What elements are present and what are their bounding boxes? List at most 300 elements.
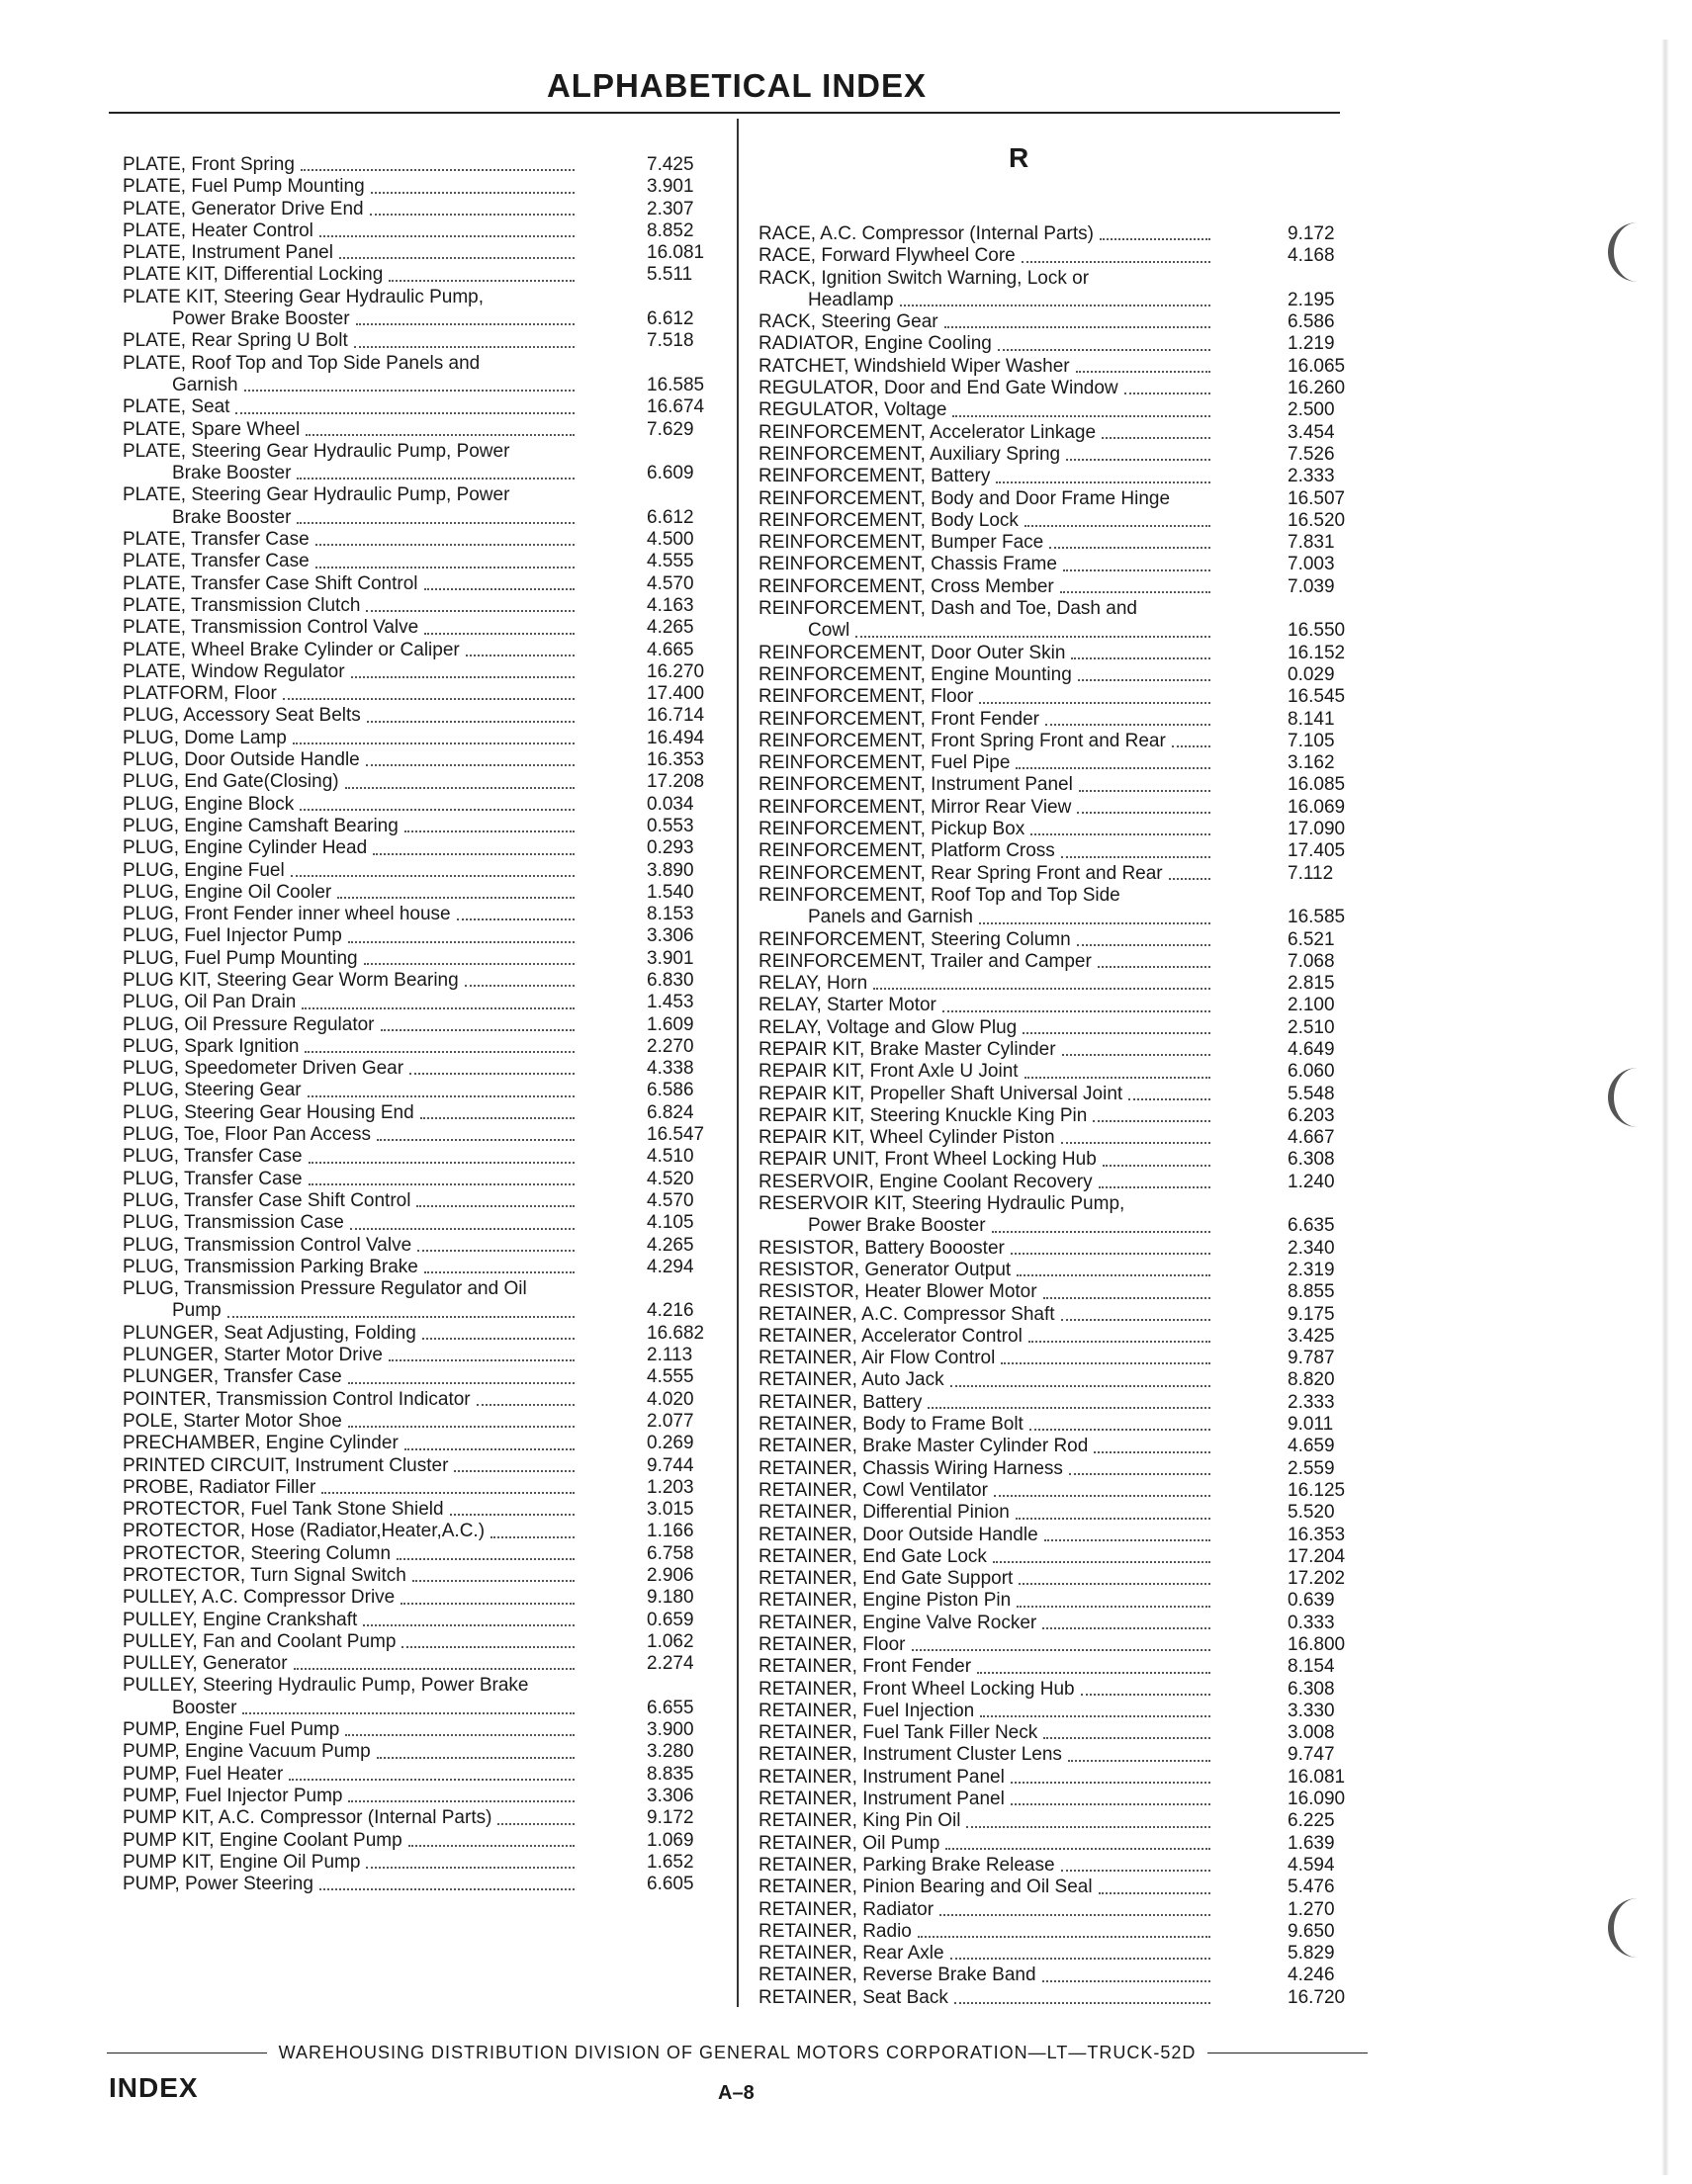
index-entry <box>123 705 716 727</box>
index-entry-label: PLATE, Wheel Brake Cylinder or Caliper <box>123 639 460 660</box>
index-entry <box>123 1786 716 1807</box>
page-edge-shadow <box>1661 40 1669 2175</box>
index-entry <box>123 1521 716 1542</box>
index-entry-page-ref: 4.163 <box>647 594 694 616</box>
index-entry-label: RETAINER, Chassis Wiring Harness <box>758 1457 1063 1479</box>
index-entry-page-ref: 2.077 <box>647 1410 694 1432</box>
index-entry <box>758 399 1357 421</box>
dot-leader <box>1066 459 1210 461</box>
left-index-column <box>123 154 716 1895</box>
dot-leader <box>996 481 1210 483</box>
dot-leader <box>1011 1253 1210 1255</box>
dot-leader <box>389 280 575 282</box>
index-entry-label: REINFORCEMENT, Front Fender <box>758 708 1039 730</box>
index-entry-page-ref: 3.008 <box>1288 1722 1335 1744</box>
footer-publisher: WAREHOUSING DISTRIBUTION DIVISION OF GENERAL MOTORS CORPORATION—LT—TRUCK-52D <box>278 2043 1197 2062</box>
index-entry-label: REINFORCEMENT, Mirror Rear View <box>758 796 1072 818</box>
index-entry <box>758 1855 1357 1877</box>
index-entry <box>758 709 1357 731</box>
index-entry-page-ref: 3.280 <box>647 1741 694 1763</box>
dot-leader <box>424 633 575 635</box>
index-entry-label: RETAINER, Front Wheel Locking Hub <box>758 1678 1075 1700</box>
index-entry-page-ref: 4.667 <box>1288 1127 1335 1149</box>
index-entry-label: PLATE, Generator Drive End <box>123 198 364 219</box>
index-entry-label: REINFORCEMENT, Fuel Pipe <box>758 752 1011 774</box>
index-entry-page-ref: 16.547 <box>647 1124 705 1146</box>
index-entry <box>758 1701 1357 1722</box>
index-entry <box>758 1810 1357 1832</box>
index-entry-label: REINFORCEMENT, Cross Member <box>758 575 1054 597</box>
dot-leader <box>412 1580 575 1582</box>
index-entry-label: PLUG, Accessory Seat Belts <box>123 705 361 727</box>
dot-leader <box>1042 1627 1210 1629</box>
dot-leader <box>408 1845 575 1847</box>
index-entry-label: PUMP KIT, Engine Coolant Pump <box>123 1829 402 1851</box>
dot-leader <box>1078 679 1210 681</box>
index-entry-label: RETAINER, Fuel Injection <box>758 1700 975 1721</box>
index-entry <box>758 973 1357 995</box>
index-entry-page-ref: 7.003 <box>1288 554 1335 575</box>
index-entry-page-ref: 16.585 <box>1288 907 1346 928</box>
dot-leader <box>945 1848 1210 1850</box>
dot-leader <box>1044 1539 1210 1541</box>
dot-leader <box>1099 1186 1210 1188</box>
dot-leader <box>319 235 575 237</box>
index-entry <box>123 1874 716 1895</box>
index-entry-page-ref: 1.069 <box>647 1829 694 1851</box>
index-entry-page-ref: 7.518 <box>647 330 694 352</box>
index-entry-label: PULLEY, Engine Crankshaft <box>123 1609 358 1630</box>
index-entry <box>758 1260 1357 1281</box>
index-entry-label: PLUG, Engine Oil Cooler <box>123 881 332 903</box>
index-entry-page-ref: 16.545 <box>1288 686 1346 708</box>
index-entry-page-ref: 16.081 <box>1288 1766 1346 1788</box>
index-entry <box>758 1017 1357 1039</box>
dot-leader <box>1045 724 1210 726</box>
index-entry <box>123 1124 716 1146</box>
index-entry-label: REINFORCEMENT, Auxiliary Spring <box>758 443 1061 465</box>
dot-leader <box>1098 966 1210 968</box>
index-entry-label: RELAY, Voltage and Glow Plug <box>758 1016 1018 1038</box>
dot-leader <box>1103 1165 1210 1167</box>
dot-leader <box>454 1470 575 1472</box>
index-entry-label: REINFORCEMENT, Platform Cross <box>758 840 1055 862</box>
dot-leader <box>450 1514 575 1516</box>
dot-leader <box>351 676 575 678</box>
index-entry <box>123 1080 716 1101</box>
index-entry-page-ref: 9.747 <box>1288 1744 1335 1766</box>
index-entry <box>758 333 1357 355</box>
index-entry <box>758 664 1357 686</box>
index-entry-label: PLATE KIT, Differential Locking <box>123 264 384 286</box>
index-entry-page-ref: 7.629 <box>647 418 694 440</box>
index-entry <box>123 1631 716 1653</box>
index-entry-page-ref: 9.172 <box>1288 223 1335 244</box>
footer-publisher-line <box>107 2043 1368 2063</box>
dot-leader <box>302 1007 575 1009</box>
dot-leader <box>1023 1032 1210 1034</box>
index-entry <box>123 683 716 705</box>
title-rule <box>109 112 1340 114</box>
index-entry-label: RETAINER, Oil Pump <box>758 1832 940 1854</box>
index-entry-label: REINFORCEMENT, Front Spring Front and Rear <box>758 730 1166 751</box>
index-entry <box>758 1943 1357 1965</box>
dot-leader <box>424 1271 575 1273</box>
index-entry-page-ref: 3.890 <box>647 859 694 881</box>
index-entry <box>758 1392 1357 1414</box>
index-entry-page-ref: 5.511 <box>647 264 693 286</box>
dot-leader <box>348 1800 575 1802</box>
index-entry-label: PLUG, Fuel Pump Mounting <box>123 947 358 969</box>
dot-leader <box>321 1492 575 1494</box>
index-entry-page-ref: 1.166 <box>647 1521 694 1542</box>
dot-leader <box>366 610 575 612</box>
column-divider <box>737 119 739 2007</box>
dot-leader <box>1081 1694 1210 1696</box>
index-entry-page-ref: 16.152 <box>1288 642 1346 663</box>
dot-leader <box>1043 1297 1210 1299</box>
index-entry-label-continued: Brake Booster <box>172 506 292 528</box>
dot-leader <box>1001 1362 1210 1364</box>
index-entry-label: RETAINER, End Gate Support <box>758 1568 1014 1590</box>
index-entry-label: REINFORCEMENT, Chassis Frame <box>758 554 1057 575</box>
index-entry-page-ref: 16.069 <box>1288 796 1346 818</box>
dot-leader <box>1061 1870 1210 1872</box>
index-entry <box>123 529 716 551</box>
dot-leader <box>477 1404 575 1406</box>
index-entry-page-ref: 17.208 <box>647 771 705 793</box>
index-entry <box>123 1565 716 1587</box>
index-entry-label: PLATFORM, Floor <box>123 683 277 705</box>
index-entry <box>123 242 716 264</box>
index-entry-page-ref: 1.453 <box>647 992 694 1013</box>
dot-leader <box>918 1936 1210 1938</box>
index-entry-page-ref: 8.154 <box>1288 1656 1335 1678</box>
dot-leader <box>950 1958 1210 1960</box>
dot-leader <box>283 698 575 700</box>
index-entry-label: REINFORCEMENT, Body and Door Frame Hinge <box>758 487 1171 509</box>
index-entry-label: PLATE, Transmission Control Valve <box>123 617 419 639</box>
dot-leader <box>373 853 575 855</box>
index-entry <box>758 1084 1357 1105</box>
dot-leader <box>873 988 1210 990</box>
index-entry-label: PUMP, Engine Fuel Pump <box>123 1719 340 1741</box>
dot-leader <box>1017 1606 1210 1608</box>
index-entry <box>123 816 716 837</box>
section-letter-r: R <box>1009 142 1029 173</box>
index-entry-label: RETAINER, Floor <box>758 1634 906 1655</box>
page-number: A–8 <box>718 2082 755 2104</box>
index-entry <box>758 1722 1357 1744</box>
index-entry-label: PLATE, Front Spring <box>123 154 295 175</box>
index-entry <box>758 995 1357 1016</box>
index-entry <box>758 929 1357 951</box>
index-entry-page-ref: 16.081 <box>647 242 705 264</box>
index-entry <box>758 1193 1357 1238</box>
dot-leader <box>1030 833 1210 835</box>
index-entry-label-continued: Booster <box>172 1697 237 1718</box>
index-entry <box>123 837 716 859</box>
index-entry-label: RETAINER, Fuel Tank Filler Neck <box>758 1722 1038 1744</box>
index-entry-label-continued: Cowl <box>808 620 850 642</box>
index-entry-page-ref: 7.425 <box>647 154 694 175</box>
index-entry-label: RETAINER, Battery <box>758 1391 923 1413</box>
dot-leader <box>289 1779 575 1781</box>
dot-leader <box>1079 790 1210 792</box>
index-entry-label: PLATE, Instrument Panel <box>123 242 333 264</box>
dot-leader <box>293 743 575 744</box>
dot-leader <box>381 1029 576 1031</box>
index-entry-label: RETAINER, Cowl Ventilator <box>758 1479 988 1501</box>
dot-leader <box>354 346 575 348</box>
dot-leader <box>980 1715 1210 1717</box>
dot-leader <box>979 922 1210 924</box>
index-entry <box>758 488 1357 510</box>
index-entry <box>758 1105 1357 1127</box>
index-entry-label: REPAIR KIT, Propeller Shaft Universal Joint <box>758 1083 1123 1104</box>
dot-leader <box>1076 371 1210 373</box>
dot-leader <box>1061 1142 1210 1144</box>
index-entry-label: RETAINER, Radiator <box>758 1898 935 1920</box>
index-entry-label: RATCHET, Windshield Wiper Washer <box>758 355 1070 377</box>
index-entry <box>123 948 716 970</box>
dot-leader <box>297 478 575 480</box>
dot-leader <box>1019 1583 1210 1585</box>
index-entry-page-ref: 16.550 <box>1288 620 1346 642</box>
index-entry-label: PLUG, Oil Pressure Regulator <box>123 1013 375 1035</box>
dot-leader <box>994 1495 1210 1497</box>
index-entry-page-ref: 6.824 <box>647 1101 694 1123</box>
dot-leader <box>1022 261 1210 263</box>
dot-leader <box>1099 1892 1210 1894</box>
index-entry <box>123 441 716 485</box>
dot-leader <box>1100 238 1210 240</box>
index-entry-page-ref: 0.034 <box>647 793 694 815</box>
index-entry-label: PULLEY, Fan and Coolant Pump <box>123 1630 397 1652</box>
dot-leader <box>401 1603 575 1605</box>
index-entry <box>758 356 1357 378</box>
index-entry-label: PROTECTOR, Turn Signal Switch <box>123 1565 406 1586</box>
index-entry-label: RETAINER, Reverse Brake Band <box>758 1965 1036 1986</box>
index-entry-page-ref: 16.674 <box>647 396 705 418</box>
index-entry-label: PRECHAMBER, Engine Cylinder <box>123 1433 399 1454</box>
index-entry <box>758 1590 1357 1612</box>
index-entry <box>123 330 716 352</box>
index-entry <box>758 797 1357 819</box>
index-entry <box>758 1679 1357 1701</box>
dot-leader <box>319 1888 575 1890</box>
index-entry <box>758 554 1357 575</box>
index-entry-label: PLATE, Rear Spring U Bolt <box>123 330 348 352</box>
index-entry <box>123 970 716 992</box>
index-entry-page-ref: 1.203 <box>647 1476 694 1498</box>
dot-leader <box>1062 1054 1210 1056</box>
index-entry-page-ref: 6.308 <box>1288 1678 1335 1700</box>
dot-leader <box>363 1624 575 1626</box>
dot-leader <box>367 721 575 723</box>
dot-leader <box>424 588 576 590</box>
index-entry-label-continued: Headlamp <box>808 289 894 310</box>
index-entry <box>123 1852 716 1874</box>
index-entry-label: REGULATOR, Voltage <box>758 399 947 421</box>
index-entry-label-continued: Panels and Garnish <box>808 907 973 928</box>
index-entry <box>123 749 716 771</box>
dot-leader <box>300 809 575 811</box>
index-entry <box>123 1675 716 1719</box>
dot-leader <box>1042 1980 1210 1982</box>
index-entry-page-ref: 8.835 <box>647 1763 694 1785</box>
index-entry-label: PROBE, Radiator Filler <box>123 1476 316 1498</box>
index-entry-page-ref: 9.787 <box>1288 1348 1335 1369</box>
index-entry-page-ref: 3.162 <box>1288 752 1335 774</box>
index-entry-label: PLUG, Steering Gear <box>123 1080 302 1101</box>
index-entry-label: PLATE, Transfer Case <box>123 551 310 572</box>
index-entry-label: RETAINER, Pinion Bearing and Oil Seal <box>758 1877 1093 1898</box>
dot-leader <box>1016 1518 1210 1520</box>
index-entry-label: REINFORCEMENT, Dash and Toe, Dash and <box>758 598 1137 620</box>
index-entry <box>758 774 1357 796</box>
index-entry-page-ref: 6.609 <box>647 463 694 484</box>
index-entry <box>758 1767 1357 1789</box>
dot-leader <box>950 1385 1210 1387</box>
index-entry <box>123 1477 716 1499</box>
dot-leader <box>1043 1737 1210 1739</box>
index-entry <box>758 731 1357 752</box>
index-entry <box>758 686 1357 708</box>
index-entry <box>123 551 716 572</box>
index-entry-page-ref: 16.125 <box>1288 1479 1346 1501</box>
dot-leader <box>928 1407 1210 1409</box>
index-entry <box>758 1899 1357 1921</box>
index-entry-label: PUMP, Engine Vacuum Pump <box>123 1741 371 1763</box>
index-entry-page-ref: 4.555 <box>647 1366 694 1388</box>
index-entry-label: RETAINER, Radio <box>758 1920 912 1942</box>
index-entry-page-ref: 3.454 <box>1288 421 1335 443</box>
index-entry <box>758 1172 1357 1193</box>
dot-leader <box>457 918 575 920</box>
index-entry-page-ref: 2.340 <box>1288 1237 1335 1259</box>
index-entry-label: PULLEY, A.C. Compressor Drive <box>123 1587 396 1609</box>
dot-leader <box>1016 767 1210 769</box>
index-entry-label: PLUG, Oil Pan Drain <box>123 992 297 1013</box>
dot-leader <box>939 1914 1210 1916</box>
index-entry-label: PLUG, Transfer Case <box>123 1168 303 1189</box>
index-entry-page-ref: 4.020 <box>647 1388 694 1410</box>
index-entry-label: PUMP, Fuel Injector Pump <box>123 1785 343 1806</box>
index-entry-label: PLUG, Transmission Case <box>123 1212 344 1234</box>
index-entry-page-ref: 4.594 <box>1288 1854 1335 1876</box>
index-entry-label: PLATE, Heater Control <box>123 219 313 241</box>
index-entry <box>758 1613 1357 1634</box>
index-entry <box>123 396 716 418</box>
index-entry-page-ref: 17.090 <box>1288 819 1346 840</box>
index-entry-page-ref: 16.065 <box>1288 355 1346 377</box>
index-entry-label: REPAIR KIT, Steering Knuckle King Pin <box>758 1104 1088 1126</box>
index-entry-label: PLATE KIT, Steering Gear Hydraulic Pump, <box>123 286 485 307</box>
dot-leader <box>977 1672 1210 1674</box>
index-entry-page-ref: 17.400 <box>647 683 705 705</box>
index-entry <box>758 510 1357 532</box>
index-entry-label: RETAINER, Parking Brake Release <box>758 1854 1055 1876</box>
dot-leader <box>465 985 575 987</box>
index-entry-label: RETAINER, Engine Piston Pin <box>758 1590 1012 1612</box>
dot-leader <box>401 1646 575 1648</box>
index-entry-page-ref: 2.270 <box>647 1035 694 1057</box>
index-entry-label: PLUG, Fuel Injector Pump <box>123 925 342 947</box>
index-entry-page-ref: 16.085 <box>1288 774 1346 796</box>
dot-leader <box>1029 1429 1210 1431</box>
index-entry <box>123 882 716 904</box>
index-entry-label: REGULATOR, Door and End Gate Window <box>758 378 1118 399</box>
index-entry-label: REPAIR KIT, Brake Master Cylinder <box>758 1038 1056 1060</box>
dot-leader <box>1024 525 1210 527</box>
index-entry-label: REINFORCEMENT, Steering Column <box>758 928 1071 950</box>
index-entry-page-ref: 1.270 <box>1288 1898 1335 1920</box>
index-entry <box>758 576 1357 598</box>
footer-section-label: INDEX <box>109 2072 199 2103</box>
dot-leader <box>315 567 575 568</box>
dot-leader <box>1068 1760 1210 1762</box>
index-entry-page-ref: 6.203 <box>1288 1104 1335 1126</box>
index-entry-page-ref: 9.744 <box>647 1454 694 1476</box>
dot-leader <box>404 830 575 832</box>
index-entry-page-ref: 7.831 <box>1288 532 1335 554</box>
index-entry-label: RACK, Steering Gear <box>758 311 938 333</box>
index-entry-label: PROTECTOR, Fuel Tank Stone Shield <box>123 1499 444 1521</box>
index-entry <box>123 220 716 242</box>
dot-leader <box>315 544 575 546</box>
index-entry-label-continued: Power Brake Booster <box>172 308 350 330</box>
dot-leader <box>1077 944 1210 946</box>
index-entry <box>758 1039 1357 1061</box>
index-entry <box>123 1345 716 1366</box>
index-entry-label: PLUNGER, Transfer Case <box>123 1366 342 1388</box>
index-entry <box>123 617 716 639</box>
index-entry-label: REINFORCEMENT, Pickup Box <box>758 819 1025 840</box>
index-entry-label: PUMP, Power Steering <box>123 1874 313 1895</box>
index-entry <box>758 223 1357 245</box>
index-entry <box>758 311 1357 333</box>
index-entry-page-ref: 16.353 <box>647 749 705 771</box>
index-entry <box>758 1965 1357 1986</box>
dot-leader <box>377 1757 575 1759</box>
index-entry-label: PLUG, Transfer Case <box>123 1146 303 1168</box>
index-entry-label: PLATE, Roof Top and Top Side Panels and <box>123 352 481 374</box>
index-entry-page-ref: 2.559 <box>1288 1457 1335 1479</box>
index-entry-page-ref: 7.039 <box>1288 575 1335 597</box>
index-entry <box>758 598 1357 643</box>
index-entry-page-ref: 4.265 <box>647 617 694 639</box>
index-entry-label: PLATE, Seat <box>123 396 230 418</box>
dot-leader <box>345 787 575 789</box>
index-entry <box>123 992 716 1013</box>
index-entry-label: PLUG, Engine Cylinder Head <box>123 837 368 859</box>
dot-leader <box>1124 393 1210 394</box>
dot-leader <box>954 2002 1210 2004</box>
index-entry-label: REINFORCEMENT, Body Lock <box>758 509 1019 531</box>
index-entry <box>758 1238 1357 1260</box>
index-entry-label: PLUG, Engine Block <box>123 793 295 815</box>
dot-leader <box>339 257 575 259</box>
index-entry <box>758 1546 1357 1568</box>
index-entry-label: RETAINER, Auto Jack <box>758 1369 944 1391</box>
index-entry-label: RACK, Ignition Switch Warning, Lock or <box>758 267 1090 289</box>
index-entry-label: PLUG KIT, Steering Gear Worm Bearing <box>123 969 459 991</box>
index-entry <box>758 1127 1357 1149</box>
index-entry <box>758 1568 1357 1590</box>
index-entry-label: RELAY, Horn <box>758 973 868 995</box>
index-entry-page-ref: 16.353 <box>1288 1524 1346 1545</box>
